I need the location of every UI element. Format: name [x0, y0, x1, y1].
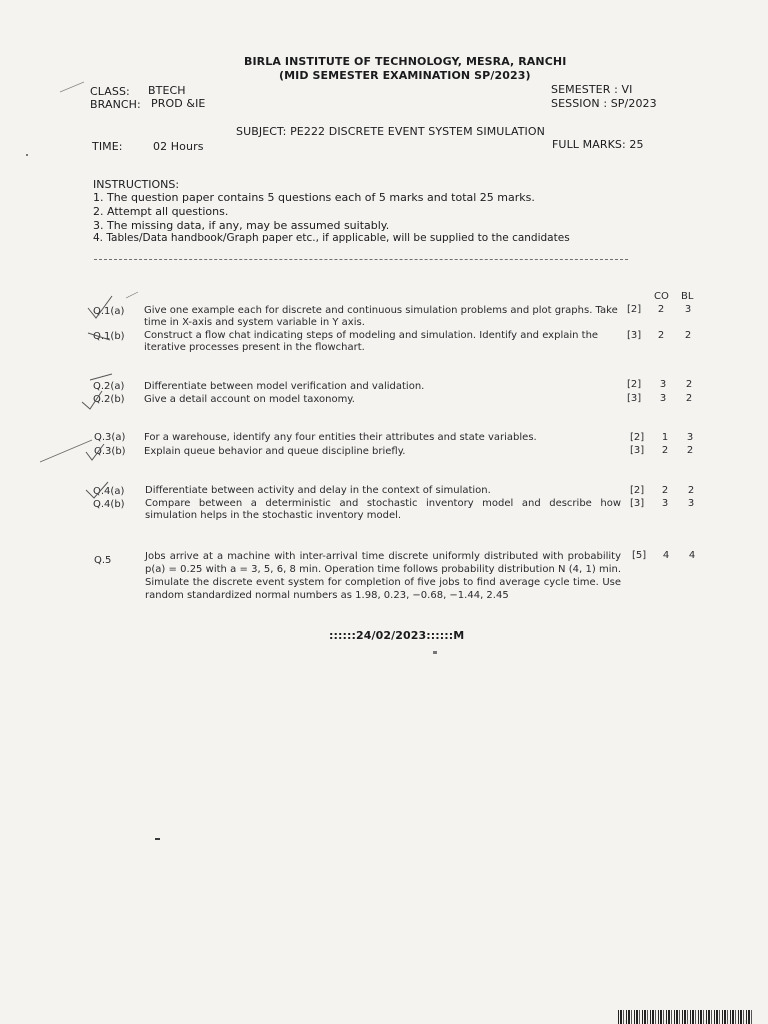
- instruction-item: 1. The question paper contains 5 questions each of 5 marks and total 25 marks.: [93, 191, 535, 204]
- question-co: 2: [657, 304, 665, 315]
- time-value: 02 Hours: [153, 140, 204, 153]
- co-header: CO: [654, 291, 669, 302]
- question-text: Explain queue behavior and queue discipline briefly.: [144, 446, 406, 457]
- bl-header: BL: [681, 291, 694, 302]
- question-co: 3: [659, 393, 667, 404]
- ink-speck: [155, 838, 160, 840]
- question-number: Q.2(a): [93, 381, 125, 392]
- question-bl: 3: [684, 304, 692, 315]
- subject: SUBJECT: PE222 DISCRETE EVENT SYSTEM SIMULATION: [236, 125, 545, 138]
- question-marks: [2]: [627, 304, 642, 315]
- footer-date: ::::::24/02/2023::::::M: [329, 629, 465, 642]
- question-text: Construct a flow chat indicating steps of modeling and simulation. Identify and explain the iterative processes present in the flowchart.: [144, 330, 599, 353]
- question-text: Compare between a deterministic and stochastic inventory model and describe how simulation helps in the stochastic inventory model.: [145, 498, 621, 521]
- class-value: BTECH: [148, 84, 186, 97]
- instructions-heading: INSTRUCTIONS:: [93, 178, 180, 191]
- question-co: 1: [661, 432, 669, 443]
- question-bl: 2: [684, 330, 692, 341]
- question-bl: 2: [685, 393, 693, 404]
- question-number: Q.1(a): [93, 306, 125, 317]
- question-marks: [3]: [630, 498, 645, 509]
- question-text: Give one example each for discrete and continuous simulation problems and plot graphs. Take time in X-axis and system variable in Y axis.: [144, 305, 618, 328]
- question-text: For a warehouse, identify any four entities their attributes and state variables.: [144, 432, 537, 443]
- question-text: Differentiate between activity and delay in the context of simulation.: [145, 485, 491, 496]
- branch-label: BRANCH:: [90, 98, 141, 111]
- question-marks: [2]: [630, 432, 645, 443]
- question-bl: 2: [685, 379, 693, 390]
- question-co: 3: [659, 379, 667, 390]
- question-bl: 3: [686, 432, 694, 443]
- time-label: TIME:: [92, 140, 123, 153]
- institute-name: BIRLA INSTITUTE OF TECHNOLOGY, MESRA, RANCHI: [244, 55, 567, 68]
- instruction-item: 2. Attempt all questions.: [93, 205, 229, 218]
- question-number: Q.4(b): [93, 499, 125, 510]
- question-co: 3: [661, 498, 669, 509]
- question-number: Q.1(b): [93, 331, 125, 342]
- exam-title: (MID SEMESTER EXAMINATION SP/2023): [279, 69, 531, 82]
- question-marks: [3]: [627, 393, 642, 404]
- question-bl: 2: [687, 485, 695, 496]
- question-number: Q.5: [94, 555, 112, 566]
- full-marks: FULL MARKS: 25: [552, 138, 644, 151]
- semester: SEMESTER : VI: [551, 83, 633, 96]
- instruction-item: 3. The missing data, if any, may be assumed suitably.: [93, 219, 390, 232]
- instruction-item: 4. Tables/Data handbook/Graph paper etc., if applicable, will be supplied to the candidates: [93, 232, 570, 244]
- question-text: Differentiate between model verification and validation.: [144, 381, 425, 392]
- question-co: 2: [657, 330, 665, 341]
- question-co: 4: [662, 550, 670, 561]
- question-text: Jobs arrive at a machine with inter-arrival time discrete uniformly distributed with probability p(a) = 0.25 with a = 3, 5, 6, 8 min. Operation time follows probability distribution N (4, 1) min. Simulate the discrete event system for completion of five jobs to find average cycle time. Use random standardized normal numbers as 1.98, 0.23, −0.68, −1.44, 2.45: [145, 551, 621, 601]
- question-marks: [3]: [630, 445, 645, 456]
- question-bl: 3: [687, 498, 695, 509]
- question-number: Q.3(a): [94, 432, 126, 443]
- question-marks: [2]: [630, 485, 645, 496]
- question-number: Q.4(a): [93, 486, 125, 497]
- question-co: 2: [661, 445, 669, 456]
- question-marks: [2]: [627, 379, 642, 390]
- question-bl: 2: [686, 445, 694, 456]
- divider: [94, 259, 628, 260]
- question-text: Give a detail account on model taxonomy.: [144, 394, 355, 405]
- session: SESSION : SP/2023: [551, 97, 657, 110]
- question-bl: 4: [688, 550, 696, 561]
- class-label: CLASS:: [90, 85, 130, 98]
- question-number: Q.3(b): [94, 446, 126, 457]
- branch-value: PROD &IE: [151, 97, 206, 110]
- ink-speck: [433, 651, 437, 654]
- ink-speck: [26, 154, 28, 156]
- question-co: 2: [661, 485, 669, 496]
- question-marks: [5]: [632, 550, 647, 561]
- barcode: [618, 1010, 752, 1024]
- question-marks: [3]: [627, 330, 642, 341]
- question-number: Q.2(b): [93, 394, 125, 405]
